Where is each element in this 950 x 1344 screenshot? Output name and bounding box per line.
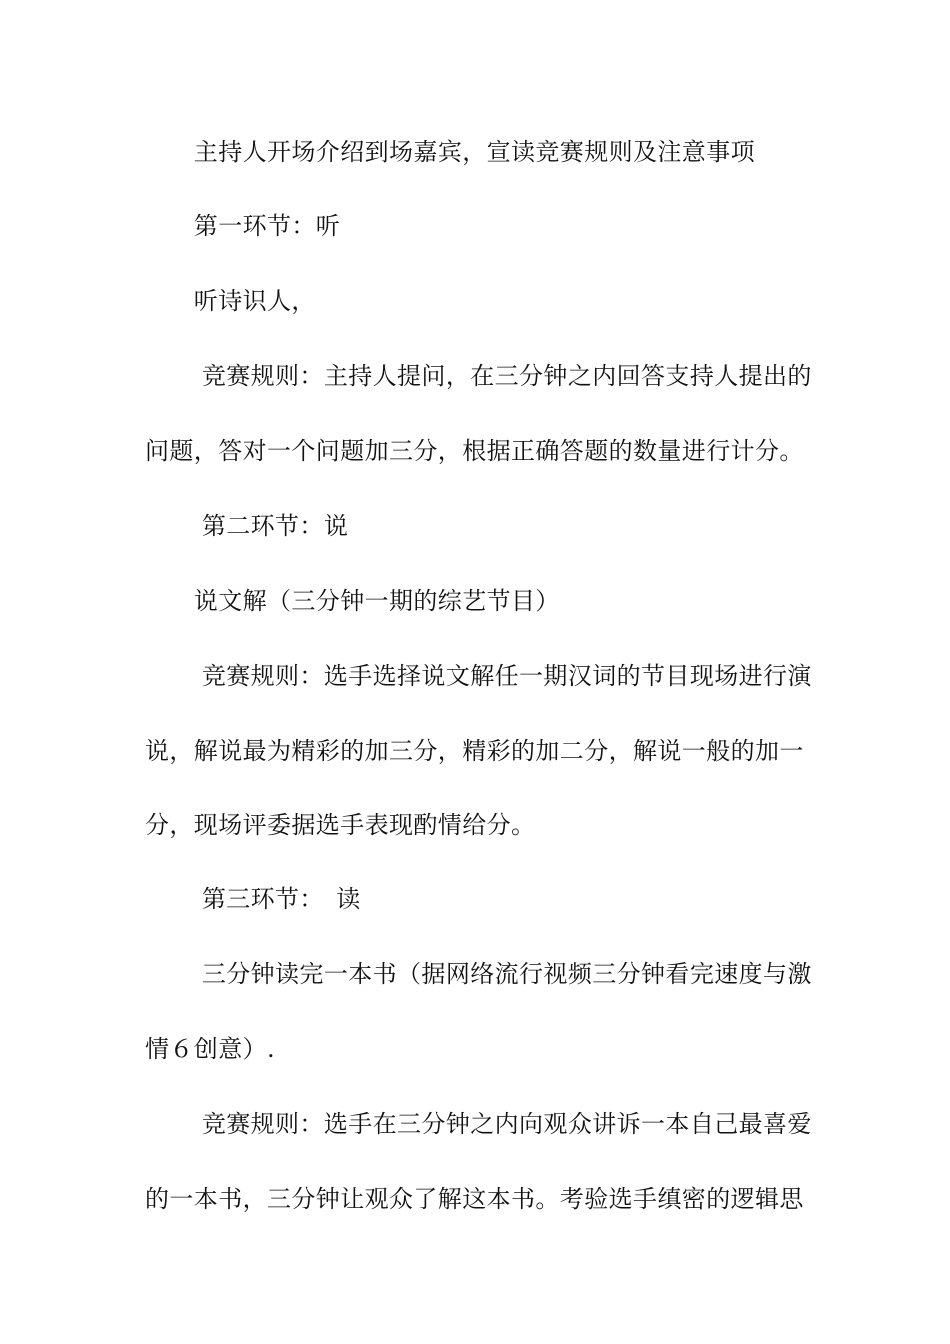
text-line-opening: 主持人开场介绍到场嘉宾，宣读竞赛规则及注意事项 <box>145 138 755 166</box>
rules-line-6: 竞赛规则：选手在三分钟之内向观众讲诉一本自己最喜爱 <box>145 1110 812 1138</box>
rules-line-7: 的一本书，三分钟让观众了解这本书。考验选手缜密的逻辑思 <box>145 1185 804 1213</box>
text-line-listen-title: 听诗识人， <box>145 287 316 315</box>
rules-line-2: 问题，答对一个问题加三分，根据正确答题的数量进行计分。 <box>145 437 804 465</box>
text-line-read-title-cont: 情６创意）. <box>145 1035 276 1063</box>
rules-line-3: 竞赛规则：选手选择说文解任一期汉词的节目现场进行演 <box>145 662 812 690</box>
rules-line-1: 竞赛规则：主持人提问，在三分钟之内回答支持人提出的 <box>145 362 812 390</box>
section-heading-read: 第三环节： 读 <box>145 885 361 913</box>
rules-line-4: 说，解说最为精彩的加三分，精彩的加二分，解说一般的加一 <box>145 737 804 765</box>
rules-line-5: 分，现场评委据选手表现酌情给分。 <box>145 811 536 839</box>
text-line-read-title: 三分钟读完一本书（据网络流行视频三分钟看完速度与激 <box>145 960 812 988</box>
text-line-speak-title: 说文解（三分钟一期的综艺节目） <box>145 587 560 615</box>
section-heading-speak: 第二环节：说 <box>145 512 349 540</box>
section-heading-listen: 第一环节：听 <box>145 212 341 240</box>
